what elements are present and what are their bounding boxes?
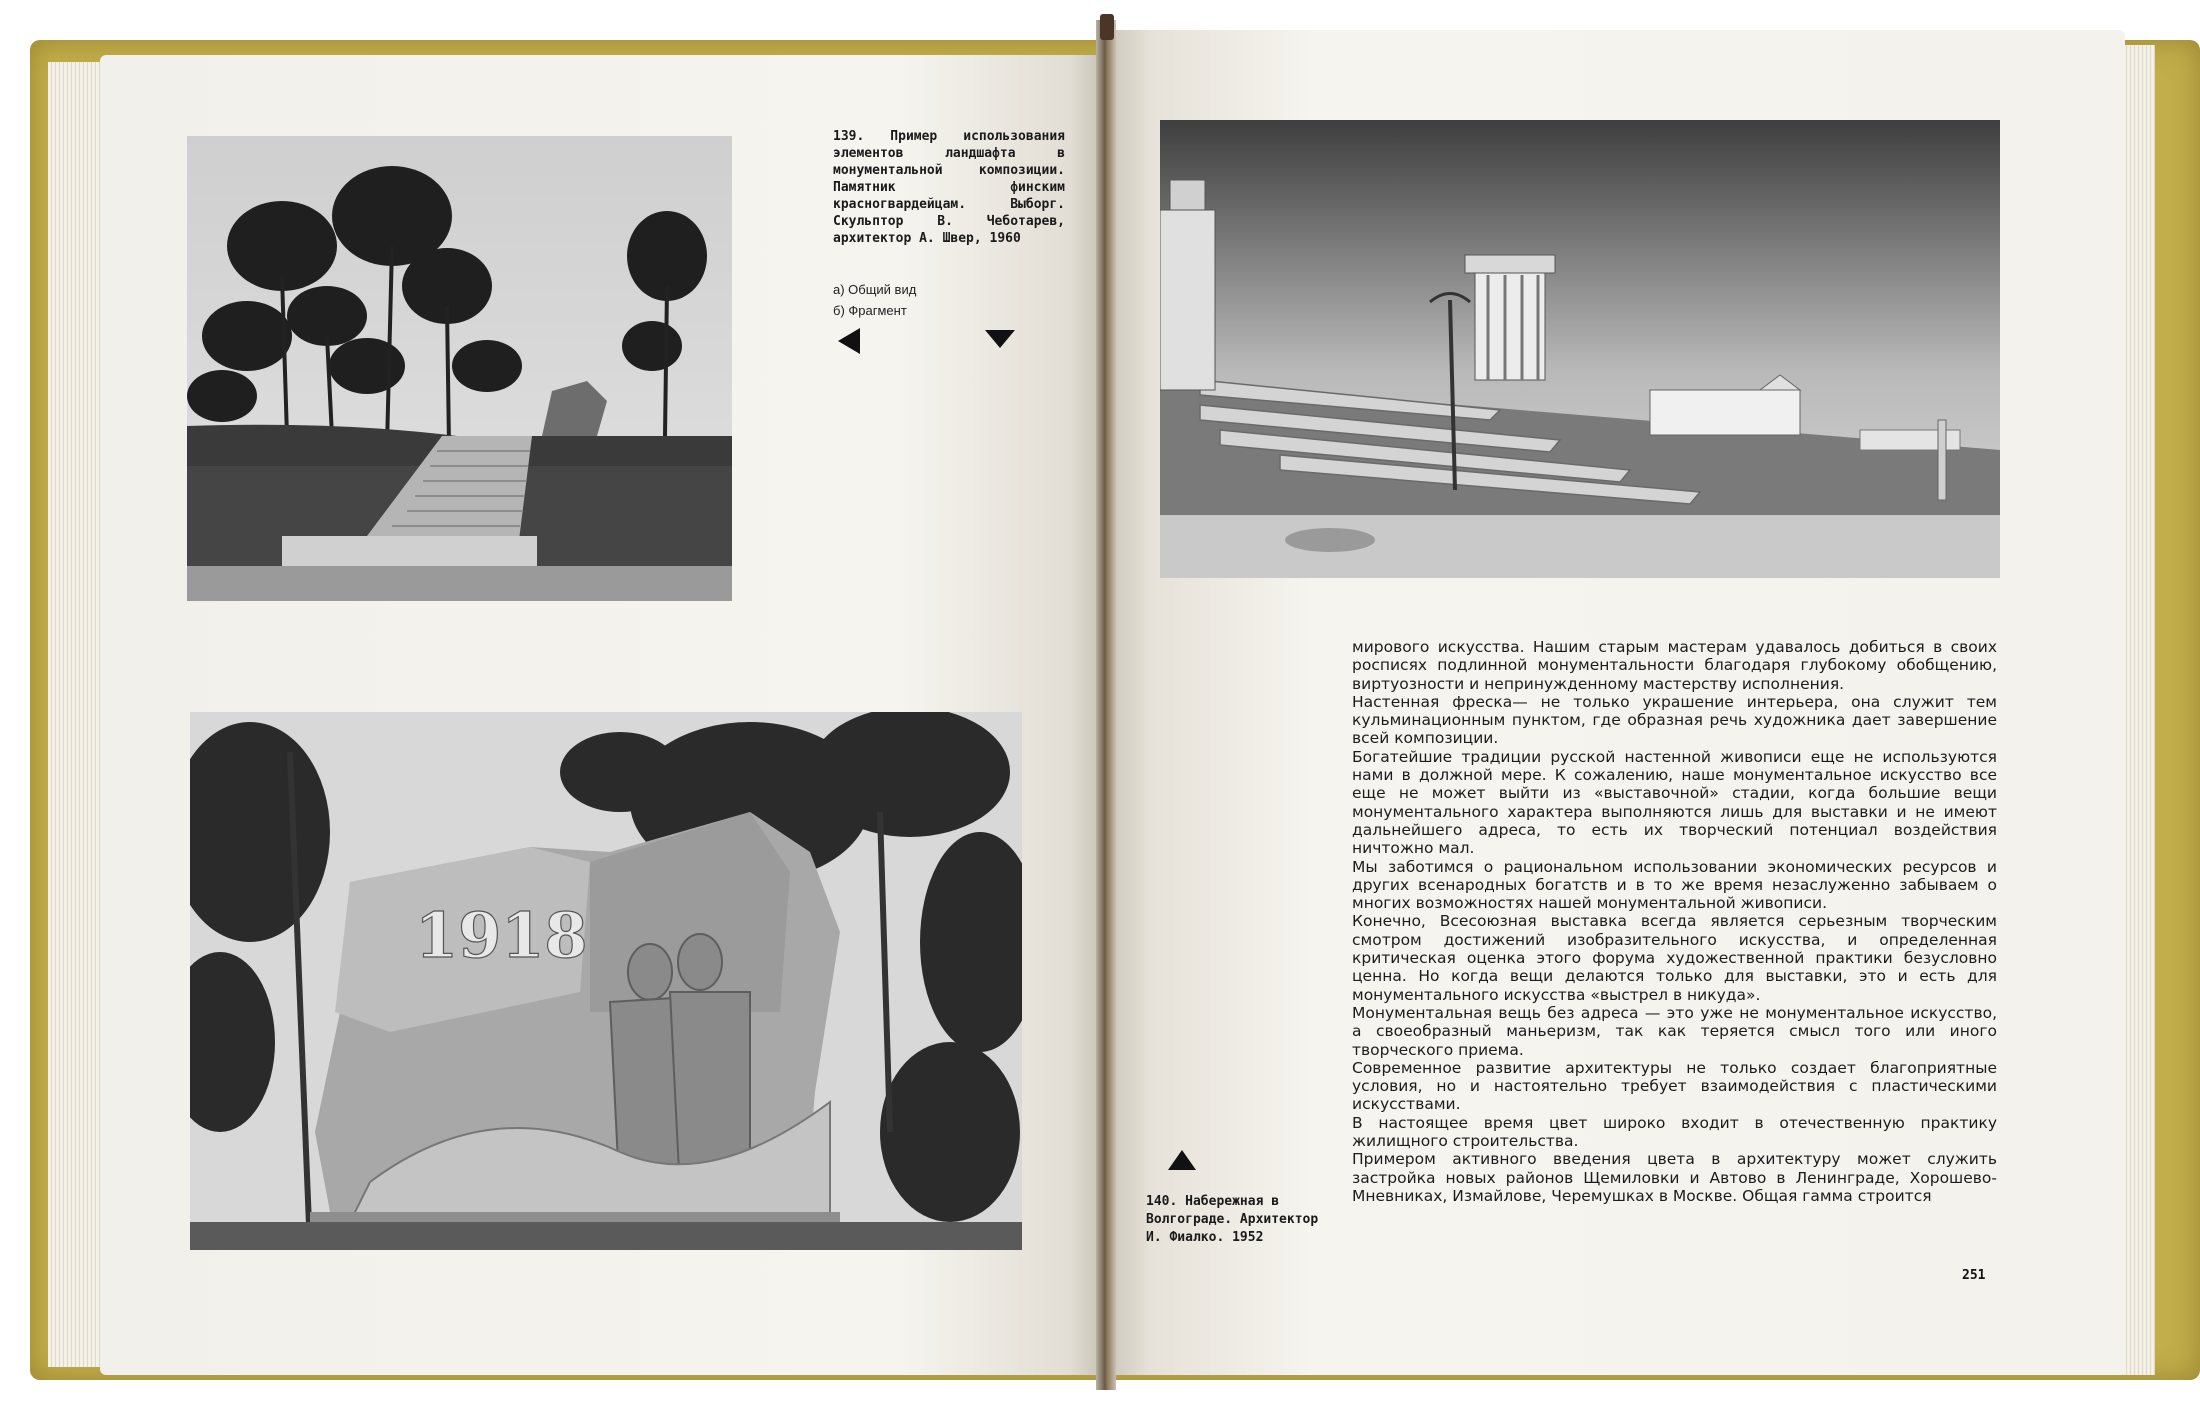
figure-139-sub-b: б) Фрагмент [833, 303, 907, 318]
photo-volgograd-embankment [1160, 120, 2000, 578]
photo-monument-general-view [187, 136, 732, 601]
paragraph: Богатейшие традиции русской настенной живописи еще не используются нами в должной мере. К сожалению, наше монументальное искусство все еще не может выйти из «выставочной» стадии, когда большие вещи монументального характера выполняются лишь для выставки и не имеют дальнейшего адреса, то есть их творческий потенциал воздействия ничтожно мал. [1352, 747, 1997, 858]
arrow-left-icon [838, 328, 860, 354]
paragraph: мирового искусства. Нашим старым мастерам удавалось добиться в своих росписях подлинной монументальности благодаря глубокому обобщению, виртуозности и непринужденному мастерству исполнения. [1352, 638, 1997, 693]
photo-relief-fragment [190, 712, 1022, 1250]
paragraph: Настенная фреска— не только украшение интерьера, она служит тем кульминационным пунктом, где образная речь художника дает завершение всей композиции. [1352, 692, 1997, 748]
book-spine [1096, 20, 1116, 1390]
relief-year: 1918 [415, 899, 588, 972]
paragraph: Конечно, Всесоюзная выставка всегда является серьезным творческим смотром достижений изобразительного искусства, и определенная критическая оценка этого форума художественной практики безусловно ценна. Но когда вещи делаются только для выставки, это и есть для монументального искусства «выстрел в никуда». [1352, 912, 1997, 1004]
paragraph: В настоящее время цвет широко входит в отечественную практику жилищного строительства. [1352, 1113, 1997, 1151]
body-text [1352, 638, 1997, 1205]
arrow-down-icon [985, 330, 1015, 348]
headband [1100, 14, 1114, 40]
figure-139-sub-a: а) Общий вид [833, 282, 917, 297]
paragraph: Монументальная вещь без адреса — это уже не монументальное искусство, а своеобразный маньеризм, так как теряется смысл того или иного творческого приема. [1352, 1003, 1997, 1059]
figure-139-caption: 139. Пример использования элементов ландшафта в монументальной композиции. Памятник финским красногвардейцам. Выборг. Скульптор В. Чеботарев, архитектор А. Швер, 1960 [833, 129, 1065, 246]
page-number: 251 [1962, 1268, 1986, 1283]
paragraph: Мы заботимся о рациональном использовании экономических ресурсов и других всенародных богатств и в то же время незаслуженно забываем о многих возможностях нашей монументальной живописи. [1352, 857, 1997, 913]
paragraph: Примером активного введения цвета в архитектуру может служить застройка новых районов Щемиловки и Автово в Ленинграде, Хорошево-Мневниках, Измайлове, Черемушках в Москве. Общая гамма строится [1352, 1150, 1997, 1205]
figure-140-caption: 140. Набережная в Волгограде. Архитектор И. Фиалко. 1952 [1146, 1194, 1319, 1245]
paragraph: Современное развитие архитектуры не только создает благоприятные условия, но и настоятельно требует взаимодействия с пластическими искусствами. [1352, 1058, 1997, 1114]
arrow-up-icon [1168, 1150, 1196, 1170]
page-edges-left [48, 62, 108, 1367]
